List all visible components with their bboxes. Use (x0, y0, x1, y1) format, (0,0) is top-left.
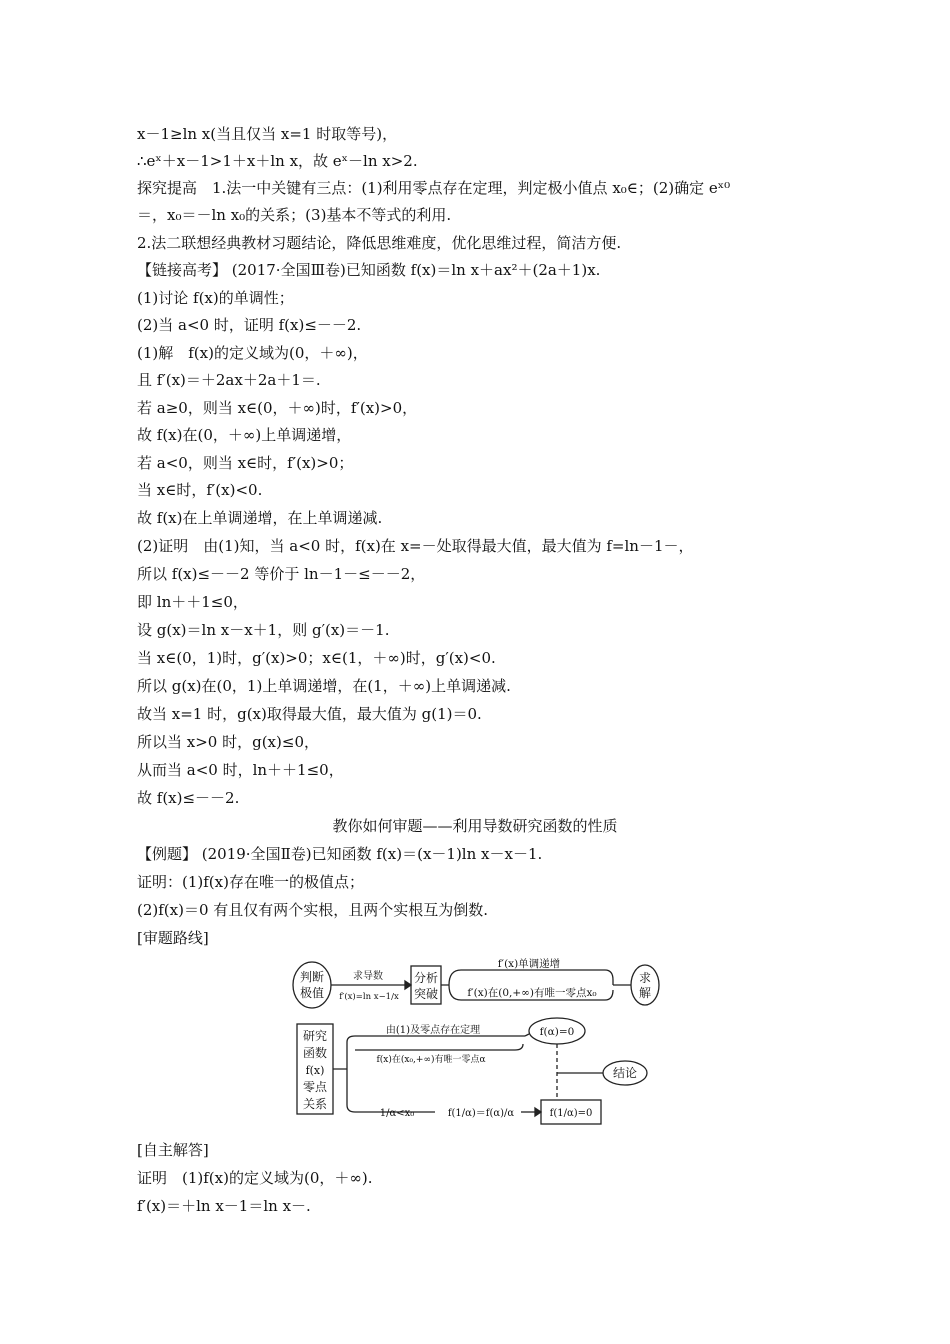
flow-text: f(α)=0 (539, 1026, 575, 1038)
text-line: 当 x∈(0，1)时，g′(x)>0；x∈(1，＋∞)时，g′(x)<0. (137, 649, 496, 667)
text-line: ＝，x₀＝－ln x₀的关系；(3)基本不等式的利用. (137, 206, 452, 224)
text-line: 若 a<0，则当 x∈时，f′(x)>0； (137, 454, 354, 472)
flow-text: 1/α<x₀ (379, 1108, 415, 1119)
text-line: ∴eˣ＋x－1>1＋x＋ln x，故 eˣ－ln x>2. (137, 152, 418, 170)
flow-text: f(x) (305, 1064, 325, 1077)
flow-text: 关系 (302, 1097, 328, 1111)
text-line: (1)解 f(x)的定义域为(0，＋∞)， (137, 344, 368, 362)
flow-text: 突破 (413, 987, 439, 1001)
text-line: 故 f(x)在(0，＋∞)上单调递增， (137, 426, 352, 444)
flow-text: 研究 (302, 1029, 328, 1043)
example-line: (2)f(x)＝0 有且仅有两个实根，且两个实根互为倒数. (137, 901, 489, 919)
flow-text: 解 (638, 986, 652, 1000)
text-line: (2)当 a<0 时，证明 f(x)≤－－2. (137, 316, 362, 334)
answer-line: [自主解答] (137, 1141, 209, 1159)
text-line: x－1≥ln x(当且仅当 x=1 时取等号)， (137, 125, 398, 143)
flow-text: 求导数 (353, 971, 383, 982)
example-line: 【例题】 (2019·全国Ⅱ卷)已知函数 f(x)＝(x－1)ln x－x－1. (137, 845, 543, 863)
flow-text: 零点 (302, 1080, 328, 1094)
flow-text: 由(1)及零点存在定理 (385, 1025, 481, 1036)
text-line: 探究提高 1.法一中关键有三点：(1)利用零点存在定理，判定极小值点 x₀∈；(2)确定 eˣ⁰ (137, 179, 731, 197)
flow-text: 分析 (413, 971, 439, 985)
text-line: 所以 g(x)在(0，1)上单调递增，在(1，＋∞)上单调递减. (137, 677, 511, 695)
text-line: 且 f′(x)＝＋2ax＋2a＋1＝. (137, 371, 321, 389)
flow-text: f(1/α)=0 (549, 1108, 593, 1119)
text-line: 2.法二联想经典教材习题结论，降低思维难度，优化思维过程，简洁方便. (137, 234, 622, 252)
analysis-flowchart (285, 958, 665, 1128)
example-line: [审题路线] (137, 929, 209, 947)
flow-text: 结论 (612, 1066, 638, 1080)
text-line: 故 f(x)≤－－2. (137, 789, 240, 807)
text-line: 即 ln＋＋1≤0， (137, 593, 248, 611)
text-line: 故 f(x)在上单调递增，在上单调递减. (137, 509, 383, 527)
flow-text: f′(x)单调递增 (497, 958, 561, 970)
example-line: 证明：(1)f(x)存在唯一的极值点； (137, 873, 364, 891)
flow-text: 极值 (299, 986, 325, 1000)
answer-line: 证明 (1)f(x)的定义域为(0，＋∞). (137, 1169, 373, 1187)
text-line: 故当 x=1 时，g(x)取得最大值，最大值为 g(1)＝0. (137, 705, 482, 723)
answer-line: f′(x)＝＋ln x－1＝ln x－. (137, 1197, 311, 1215)
text-line: 所以当 x>0 时，g(x)≤0， (137, 733, 319, 751)
text-line: 所以 f(x)≤－－2 等价于 ln－1－≤－－2， (137, 565, 426, 583)
flow-text: 函数 (302, 1046, 328, 1060)
text-line: 当 x∈时，f′(x)<0. (137, 481, 263, 499)
flow-text: f(1/α)＝f(α)/α (447, 1108, 515, 1119)
flow-text: 判断 (299, 970, 325, 984)
text-line: 若 a≥0，则当 x∈(0，＋∞)时，f′(x)>0， (137, 399, 418, 417)
text-line: (1)讨论 f(x)的单调性； (137, 289, 294, 307)
flow-text: 求 (638, 971, 652, 985)
text-line: (2)证明 由(1)知，当 a<0 时，f(x)在 x=－处取得最大值，最大值为 f=ln－1－， (137, 537, 694, 555)
section-title: 教你如何审题——利用导数研究函数的性质 (332, 817, 618, 835)
flow-node-judge (293, 962, 331, 1008)
text-line: 【链接高考】 (2017·全国Ⅲ卷)已知函数 f(x)＝ln x＋ax²＋(2a＋1)x. (137, 261, 601, 279)
text-line: 从而当 a<0 时，ln＋＋1≤0， (137, 761, 344, 779)
flow-text: f′(x)在(0,+∞)有唯一零点x₀ (467, 987, 597, 999)
text-line: 设 g(x)＝ln x－x＋1，则 g′(x)＝－1. (137, 621, 390, 639)
flow-text: f(x)在(x₀,+∞)有唯一零点α (376, 1055, 486, 1065)
flow-text: f′(x)=ln x−1/x (339, 992, 399, 1002)
